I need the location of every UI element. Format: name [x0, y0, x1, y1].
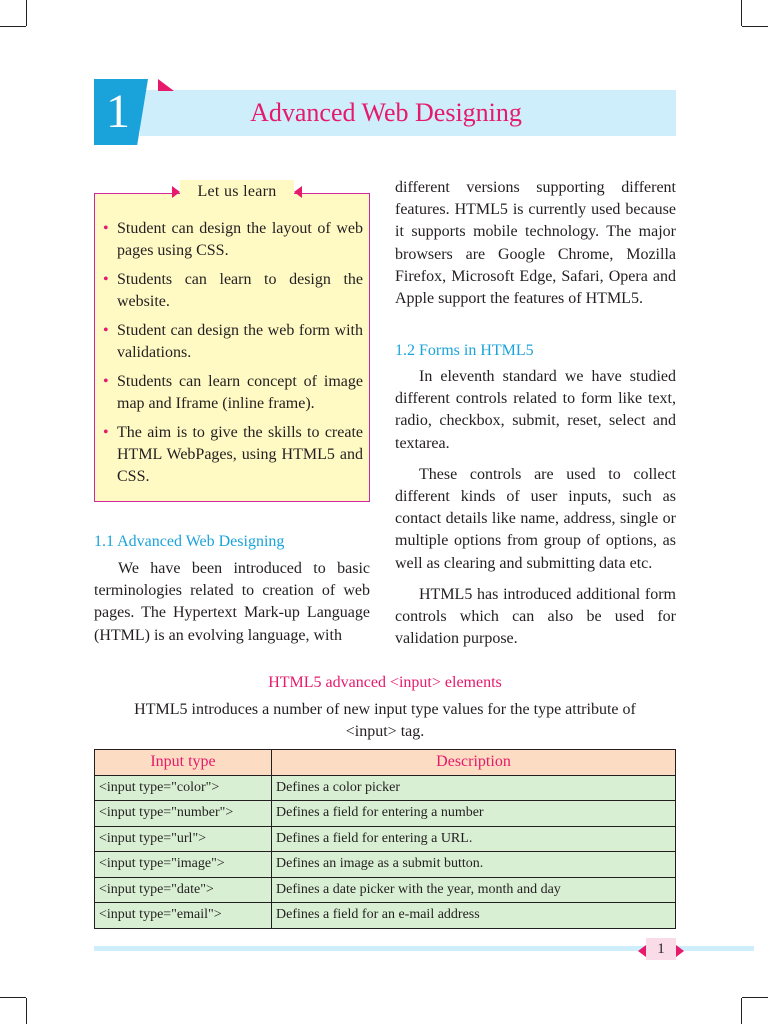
- page-arrow-left-icon: [638, 945, 646, 957]
- table-header-row: [95, 750, 676, 776]
- bullet-icon: •: [103, 220, 109, 237]
- column-header: Input type: [95, 750, 272, 776]
- table-row: [95, 903, 676, 929]
- table-row: [95, 826, 676, 852]
- table-cell: <input type="number">: [95, 801, 272, 827]
- table-cell: <input type="color">: [95, 775, 272, 801]
- table-cell: Defines a color picker: [272, 775, 676, 801]
- section-text: We have been introduced to basic terminologies related to creation of web pages. The Hypertext Mark-up Language (HTML) is an evolving language, with: [94, 560, 370, 644]
- learn-box: [94, 193, 370, 502]
- table-row: [95, 775, 676, 801]
- paragraph: These controls are used to collect different kinds of user inputs, such as contact details like name, address, single or multiple options from group of options, as well as clearing and submitting data etc.: [395, 465, 676, 572]
- continuation-paragraph: different versions supporting different features. HTML5 is currently used because it supports mobile technology. The major browsers are Google Chrome, Mozilla Firefox, Microsoft Edge, Safari, Opera and Apple support the features of HTML5.: [395, 179, 676, 308]
- paragraph: HTML5 has introduced additional form controls which can also be used for validation purpose.: [395, 585, 676, 648]
- advanced-input-heading: HTML5 advanced <input> elements: [268, 674, 502, 691]
- crop-mark: [742, 26, 768, 27]
- chapter-title: Advanced Web Designing: [250, 98, 522, 127]
- paragraph: In eleventh standard we have studied different controls related to form like text, radio, checkbox, submit, reset, select and textarea.: [395, 368, 676, 452]
- bullet-icon: •: [103, 424, 109, 441]
- crop-mark: [742, 997, 768, 998]
- table-cell: Defines a field for entering a number: [272, 801, 676, 827]
- table-cell: Defines a field for an e-mail address: [272, 903, 676, 929]
- crop-mark: [741, 0, 742, 26]
- advanced-input-intro: <input> tag.: [345, 723, 425, 740]
- input-types-table: [94, 749, 676, 929]
- table-cell: <input type="email">: [95, 903, 272, 929]
- learn-item: • Student can design the layout of web pages using CSS.: [103, 220, 363, 259]
- page-number: 1: [657, 941, 665, 957]
- table-cell: <input type="image">: [95, 852, 272, 878]
- learn-box-title: Let us learn: [180, 180, 294, 205]
- crop-mark: [26, 0, 27, 26]
- crop-mark: [0, 997, 26, 998]
- crop-mark: [0, 26, 26, 27]
- table-cell: Defines a date picker with the year, month and day: [272, 877, 676, 903]
- learn-item: • The aim is to give the skills to create HTML WebPages, using HTML5 and CSS.: [103, 424, 363, 485]
- table-row: [95, 852, 676, 878]
- table-cell: Defines an image as a submit button.: [272, 852, 676, 878]
- table-row: [95, 801, 676, 827]
- learn-list: [95, 194, 369, 488]
- column-header: Description: [272, 750, 676, 776]
- section-heading: 1.1 Advanced Web Designing: [94, 533, 285, 550]
- learn-item: • Student can design the web form with validations.: [103, 322, 363, 361]
- right-column: [395, 177, 676, 319]
- crop-mark: [26, 998, 27, 1024]
- advanced-input-intro: HTML5 introduces a number of new input type values for the type attribute of: [134, 701, 636, 718]
- learn-item: • Students can learn to design the website.: [103, 271, 363, 310]
- table-row: [95, 877, 676, 903]
- section-heading: 1.2 Forms in HTML5: [395, 342, 534, 359]
- forms-text: [395, 366, 676, 659]
- crop-mark: [741, 998, 742, 1024]
- bullet-icon: •: [103, 373, 109, 390]
- page-arrow-right-icon: [676, 945, 684, 957]
- bullet-icon: •: [103, 271, 109, 288]
- table-cell: Defines a field for entering a URL.: [272, 826, 676, 852]
- table-cell: <input type="date">: [95, 877, 272, 903]
- table-cell: <input type="url">: [95, 826, 272, 852]
- chapter-number: 1: [106, 85, 130, 138]
- bullet-icon: •: [103, 322, 109, 339]
- learn-item: • Students can learn concept of image map and Iframe (inline frame).: [103, 373, 363, 412]
